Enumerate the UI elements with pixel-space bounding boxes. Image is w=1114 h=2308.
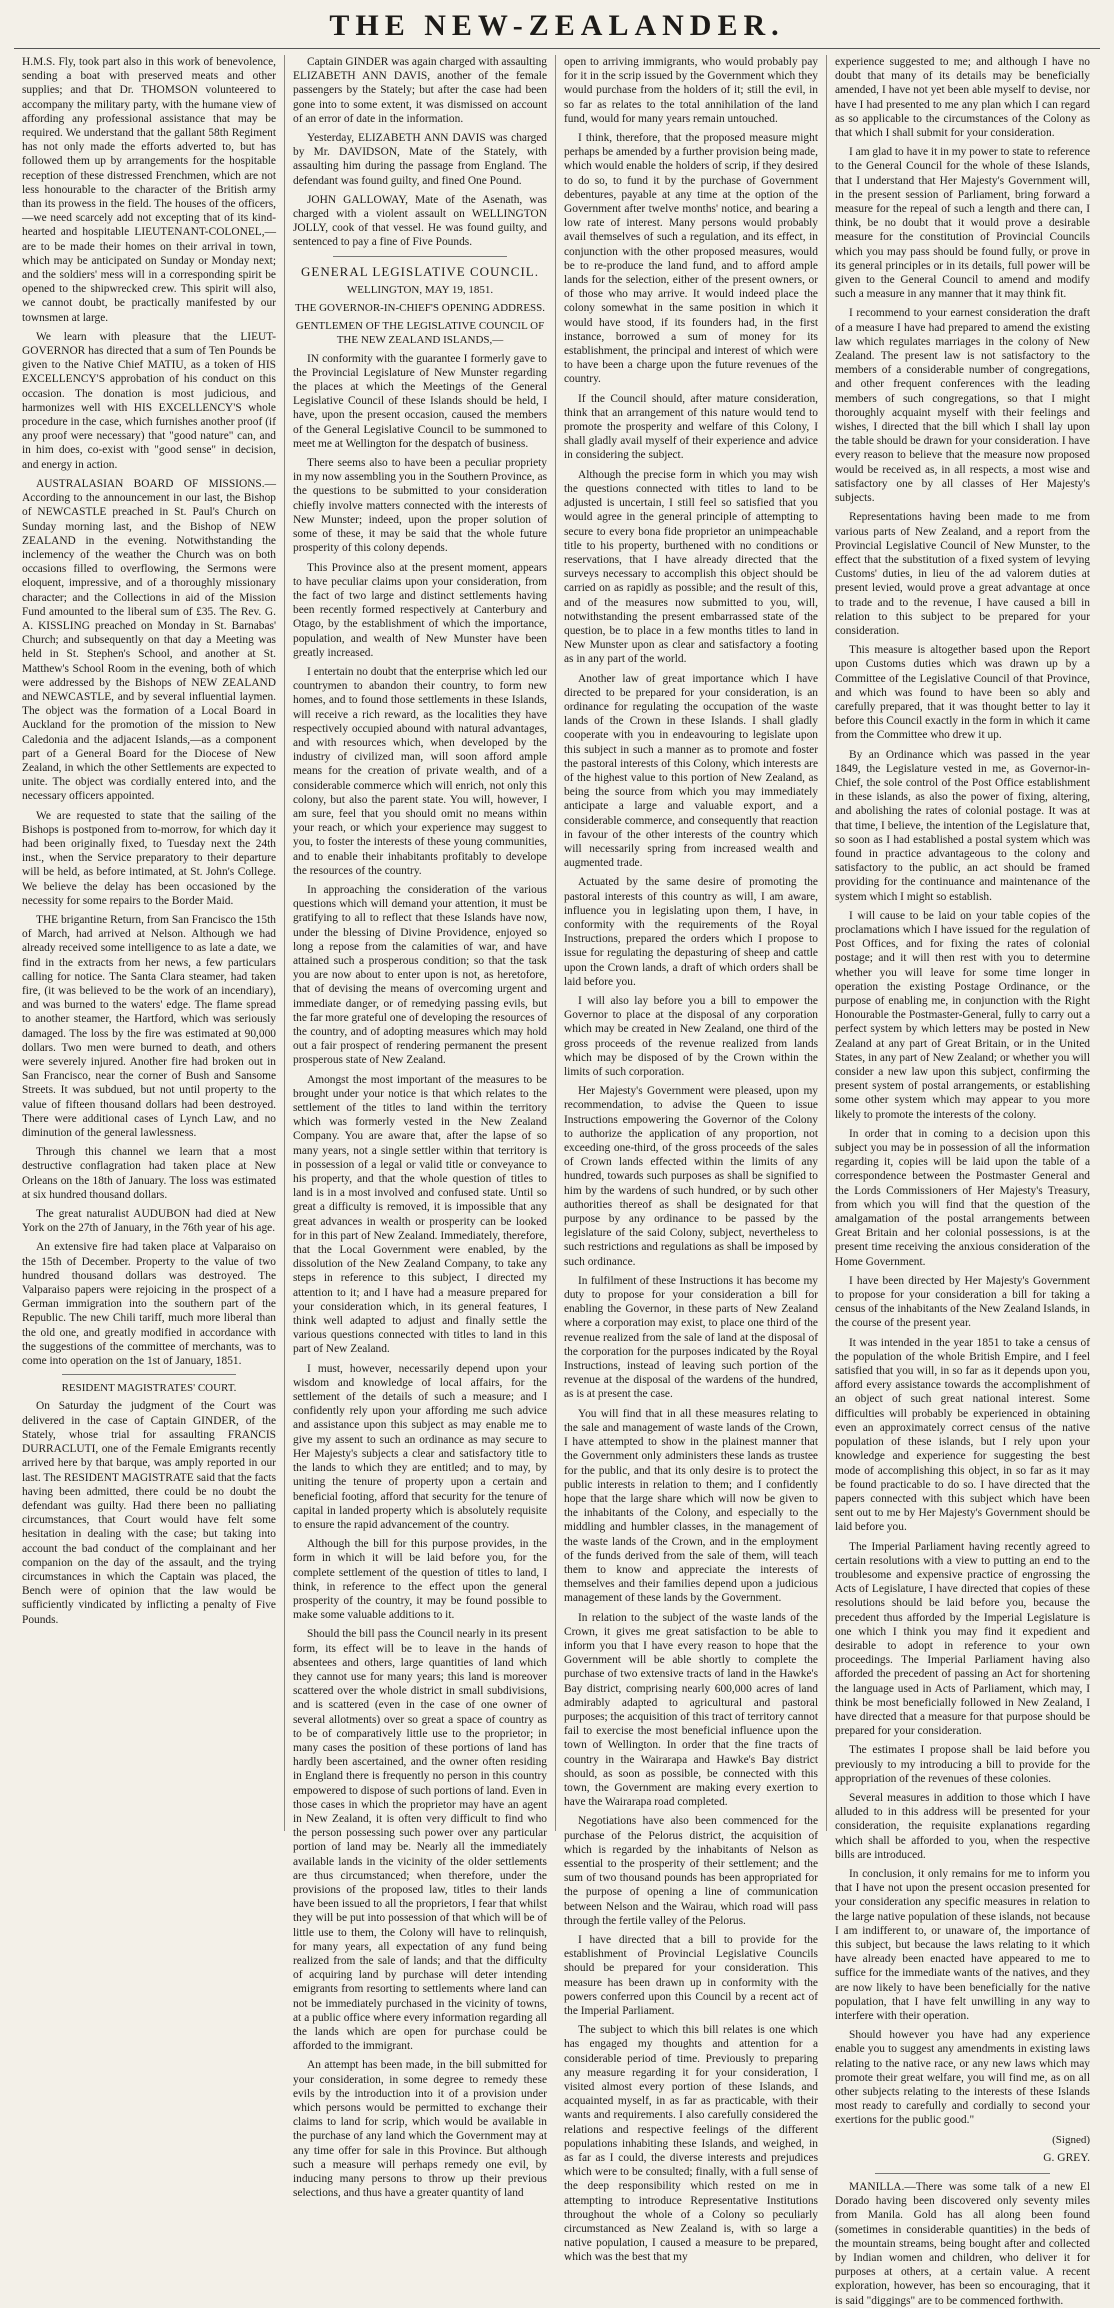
column-1 bbox=[14, 55, 285, 1831]
article-paragraph: experience suggested to me; and although I have no doubt that many of its details may be beneficially amended, I have not yet been able myself to devise, nor have I had presented to me any plan which I can regard as so applicable to the circumstances of the Colony as that which I shall submit for your consideration. bbox=[835, 56, 1090, 140]
article-paragraph: In fulfilment of these Instructions it has become my duty to propose for your consideration a bill for enabling the Governor, in these parts of New Zealand where a corporation may exist, to place one third of the revenue realized from the sale of land at the disposal of the corporation for the purposes indicated by the Royal Instructions, instead of leaving such portion of the revenue at the disposal of the wardens of the hundred, as is at present the case. bbox=[564, 1274, 818, 1401]
article-paragraph: Amongst the most important of the measures to be brought under your notice is that which relates to the settlement of the titles to land within the territory which was formerly vested in the New Zealand Company. You are aware that, after the lapse of so many years, not a single settler within that territory is in possession of a legal or valid title or conveyance to his property, and that the whole question of titles to land is in a most involved and confused state. Until so great a difficulty is removed, it is impossible that any great advances in wealth or prosperity can be looked for in this part of New Zealand. Immediately, therefore, that the Local Government were enabled, by the dissolution of the New Zealand Company, to take any steps in reference to this subject, I directed my attention to it; and I have had a measure prepared for your consideration which, in its general features, I think well adapted to adjust and finally settle the various questions connected with titles to land in this part of New Zealand. bbox=[293, 1073, 547, 1356]
article-paragraph: The subject to which this bill relates is one which has engaged my thoughts and attention for a considerable period of time. Previously to preparing any measure regarding it for your consideration, I visited almost every portion of these Islands, and acquainted myself, in as far as practicable, with their wants and requirements. I also carefully considered the relations and respective feelings of the different populations inhabiting these Islands, and weighed, in as far as I could, the diverse interests and prejudices which were to be consulted; finally, with a full sense of the deep responsibility which rested on me in attempting to introduce Representative Institutions throughout the whole of a Colony so peculiarly circumstanced as New Zealand is, with so large a native population, I caused a measure to be prepared, which was the best that my bbox=[564, 2024, 818, 2264]
columns bbox=[14, 55, 1100, 2307]
article-paragraph: Several measures in addition to those which I have alluded to in this address will be presented for your consideration, the requisite explanations regarding which shall be afforded to you, when the respective bills are introduced. bbox=[835, 1791, 1090, 1861]
article-paragraph: Captain GINDER was again charged with assaulting ELIZABETH ANN DAVIS, another of the female passengers by the Stately; but after the case had been gone into to some extent, it was dismissed on account of an error of date in the information. bbox=[293, 56, 547, 125]
article-paragraph: The estimates I propose shall be laid before you previously to my introducing a bill to provide for the appropriation of the revenues of these colonies. bbox=[835, 1744, 1090, 1785]
article-paragraph: You will find that in all these measures relating to the sale and management of waste lands of the Crown, I have attempted to show in the plainest manner that the Government only administers these lands as trustee for the public, and that its only desire is to protect the public interests in relation to them; and I confidently hope that the large share which will now be given to the inhabitants of the Colony, and especially to the middling and humbler classes, in the management of the waste lands of the Crown, and in the employment of the funds derived from the sale of them, will teach them to know and appreciate the interests of themselves and their families depend upon a judicious management of these lands by the Government. bbox=[564, 1407, 818, 1605]
article-paragraph: In relation to the subject of the waste lands of the Crown, it gives me great satisfaction to be able to inform you that I have every reason to hope that the Government will be able shortly to complete the purchase of two extensive tracts of land in the Hawke's Bay district, comprising nearly 600,000 acres of land admirably adapted to agricultural and pastoral purposes; the acquisition of this tract of territory cannot fail to exercise the most beneficial influence upon the town of Wellington. In order that the fine tracts of country in the Wairarapa and Hawke's Bay district should, as soon as possible, be connected with this town, the Government are making every exertion to have the Wairarapa road completed. bbox=[564, 1611, 818, 1809]
article-paragraph: I entertain no doubt that the enterprise which led our countrymen to abandon their country, to form new homes, and to found those settlements in these Islands, will receive a rich reward, as the localities they have respectively occupied abound with natural advantages, and with resources which, when developed by the industry of civilized man, will soon afford ample means for the creation of private wealth, and of a considerable commerce which will enrich, not only this colony, but also the parent state. You will, however, I am sure, feel that you should omit no means within your reach, or which your experience may suggest to you, to foster the interests of these young communities, and to enable their inhabitants profitably to develope the resources of the country. bbox=[293, 665, 547, 877]
article-paragraph: Although the precise form in which you may wish the questions connected with titles to land to be adjusted is uncertain, I still feel so satisfied that you would agree in the general principle of attempting to secure to every bona fide proprietor an unimpeachable title to his property, burthened with no conditions or reservations, that I have already directed that the surveys necessary to accomplish this object should be carried on as rapidly as possible; and the result of this, and of the measures now submitted to you, will, notwithstanding the present embarrassed state of the question, be to place in a few months titles to land in New Munster upon as clear and satisfactory a footing as in any part of the world. bbox=[564, 468, 818, 666]
masthead: THE NEW-ZEALANDER. bbox=[14, 4, 1100, 49]
column-3 bbox=[556, 55, 827, 2264]
article-paragraph: It was intended in the year 1851 to take a census of the population of the whole British Empire, and I feel satisfied that you will, in so far as it depends upon you, afford every assistance towards the accomplishment of an object of such great national interest. Some difficulties will probably be experienced in obtaining even an approximately correct census of the native population of these islands, but I rely upon your knowledge and experience for suggesting the best mode of accomplishing this object, in so far as it may be found practicable to do so. I have directed that the papers connected with this subject which have been sent out to me by Her Majesty's Government should be laid before you. bbox=[835, 1336, 1090, 1534]
article-paragraph: Actuated by the same desire of promoting the pastoral interests of this country as will, I am aware, influence you in legislating upon them, I have, in conformity with the requirements of the Royal Instructions, prepared the orders which I propose to issue for regulating the depasturing of sheep and cattle upon the Crown lands, a draft of which orders shall be laid before you. bbox=[564, 876, 818, 988]
article-paragraph: Another law of great importance which I have directed to be prepared for your consideration, is an ordinance for regulating the occupation of the waste lands of the Crown in these Islands. I shall gladly cooperate with you in endeavouring to legislate upon this subject in such a manner as to promote and foster the pastoral interests of this Colony, which interests are of the highest value to this portion of New Zealand, as being the source from which you may immediately anticipate a large and valuable export, and a considerable commerce, and consequently that reaction in favour of the other interests of the country which will necessarily spring from increased wealth and augmented trade. bbox=[564, 672, 818, 870]
article-paragraph: AUSTRALASIAN BOARD OF MISSIONS.—According to the announcement in our last, the Bishop of NEWCASTLE preached in St. Paul's Church on Sunday morning last, and the Bishop of NEW ZEALAND in the evening. Notwithstanding the inclemency of the weather the Church was on both occasions filled to overflowing, the Sermons were eloquent, impressive, and of a thoroughly missionary character; and the Collections in aid of the Mission Fund amounted to the liberal sum of £35. The Rev. G. A. KISSLING preached on Monday in St. Barnabas' Church; and subsequently on that day a Meeting was held in St. Stephen's School, and another at St. Matthew's School Room in the evening, both of which were addressed by the Bishops of NEW ZEALAND and NEWCASTLE, and by several influential laymen. The object was the formation of a Local Board in Auckland for the promotion of the mission to New Caledonia and the adjacent Islands,—as a component part of a General Board for the Diocese of New Zealand, in which the other Settlements are expected to unite. The object was cordially entered into, and the necessary officers appointed. bbox=[22, 477, 276, 803]
section-subheading: RESIDENT MAGISTRATES' COURT. bbox=[61, 1382, 237, 1395]
article-paragraph: By an Ordinance which was passed in the year 1849, the Legislature vested in me, as Governor-in-Chief, the sole control of the Post Office establishment in these islands, as also the power of fixing, altering, and abolishing the rates of colonial postage. It was at that time, I believe, the intention of the Legislature that, so soon as I had established a postal system which was found in practice advantageous to the colony and satisfactory to the public, an act should be framed providing for the continuance and maintenance of the system which I might so establish. bbox=[835, 748, 1090, 903]
signature-name: G. GREY. bbox=[1043, 2151, 1090, 2164]
article-paragraph: In conclusion, it only remains for me to inform you that I have not upon the present occasion presented for your consideration any specific measures in relation to the large native population of these islands, not because I am indifferent to, or unaware of, the importance of this subject, but because the laws relating to it which have already been enacted have appeared to me to suffice for the immediate wants of the natives, and they are now likely to have been beneficially for the native population, that I have felt unwilling in any way to interfere with their operation. bbox=[835, 1867, 1090, 2023]
article-paragraph: This measure is altogether based upon the Report upon Customs duties which was drawn up by a Committee of the Legislative Council of that Province, and which was found to have been so ably and carefully prepared, that it was thought better to lay it before this Council exactly in the form in which it came from the Committee who drew it up. bbox=[835, 644, 1090, 742]
article-paragraph: I must, however, necessarily depend upon your wisdom and knowledge of local affairs, for the settlement of the details of such a measure; and I confidently rely upon your affording me such advice and assistance upon this subject as may enable me to give my assent to such an ordinance as may secure to Her Majesty's subjects a clear and satisfactory title to the lands to which they are entitled; and to may, by uniting the tenure of property upon a certain and beneficial footing, afford that security for the tenure of capital in landed property which is absolutely requisite to ensure the rapid advancement of the country. bbox=[293, 1362, 547, 1531]
article-paragraph: The great naturalist AUDUBON had died at New York on the 27th of January, in the 76th year of his age. bbox=[22, 1208, 276, 1235]
article-paragraph: On Saturday the judgment of the Court was delivered in the case of Captain GINDER, of the Stately, whose trial for assaulting FRANCIS DURRACLUTI, one of the Female Emigrants recently arrived here by that barque, was amply reported in our last. The RESIDENT MAGISTRATE said that the facts having been admitted, there could be no doubt the defendant was guilty. Had there been no palliating circumstances, that Court would have felt some hesitation in dealing with the case; but taking into account the bad conduct of the complainant and her companion on the day of the assault, and the trying circumstances in which the Captain was placed, the Bench were of opinion that the law would be sufficiently vindicated by inflicting a penalty of Five Pounds. bbox=[22, 1400, 276, 1626]
article-paragraph: In order that in coming to a decision upon this subject you may be in possession of all the information regarding it, copies will be laid upon the table of a correspondence between the Postmaster General and the Lords Commissioners of Her Majesty's Treasury, from which you will find that the question of the amalgamation of the postal arrangements between Great Britain and her colonial possessions, is at the present time receiving the anxious consideration of the Home Government. bbox=[835, 1127, 1090, 1268]
article-paragraph: Through this channel we learn that a most destructive conflagration had taken place at New Orleans on the 18th of January. The loss was estimated at six hundred thousand dollars. bbox=[22, 1146, 276, 1201]
section-subheading: GENTLEMEN OF THE LEGISLATIVE COUNCIL OF THE NEW ZEALAND ISLANDS,— bbox=[295, 320, 545, 347]
article-paragraph: Yesterday, ELIZABETH ANN DAVIS was charged by Mr. DAVIDSON, Mate of the Stately, with assaulting him during the passage from England. The defendant was found guilty, and fined One Pound. bbox=[293, 132, 547, 187]
article-paragraph: An extensive fire had taken place at Valparaiso on the 15th of December. Property to the value of two hundred thousand dollars was destroyed. The Valparaiso papers were rejoicing in the prospect of a German immigration into the southern part of the Republic. The new Chili tariff, much more liberal than the old one, and greatly modified in accordance with the suggestions of the committee of merchants, was to come into operation on the 1st of January, 1851. bbox=[22, 1241, 276, 1368]
article-paragraph: MANILLA.—There was some talk of a new El Dorado having been discovered only seventy miles from Manila. Gold has all along been found (sometimes in considerable quantities) in the beds of the mountain streams, being bought after and collected by Indian women and children, who deliver it for purposes at others, at a certain value. A recent exploration, however, has been so encouraging, that it is said "diggings" are to be commenced forthwith. bbox=[835, 2181, 1090, 2307]
article-paragraph: Although the bill for this purpose provides, in the form in which it will be laid before you, for the complete settlement of the question of titles to land, I think, in reference to the effect upon the general prosperity of the country, it may be found possible to make some valuable additions to it. bbox=[293, 1538, 547, 1622]
column-rule bbox=[333, 256, 507, 257]
article-paragraph: I have been directed by Her Majesty's Government to propose for your consideration a bill for taking a census of the inhabitants of the New Zealand Islands, in the course of the present year. bbox=[835, 1274, 1090, 1330]
article-paragraph: H.M.S. Fly, took part also in this work of benevolence, sending a boat with preserved meats and other supplies; and that Dr. THOMSON volunteered to accompany the military party, with the humane view of affording any professional assistance that may be required. We understand that the gallant 58th Regiment has not only made the efforts adverted to, but has followed them up by arrangements for the hospitable reception of these distressed Frenchmen, which are not less honourable to the character of the British army than its prowess in the field. The houses of the officers,—we need scarcely add not excepting that of its kind-hearted and hospitable LIEUTENANT-COLONEL,—are to be made their homes on their arrival in town, which may be anticipated on Sunday or Monday next; and the soldiers' mess will in a corresponding spirit be opened to the shipwrecked crew. This spirit will also, we cannot doubt, be practically manifested by our townsmen at large. bbox=[22, 56, 276, 324]
column-rule bbox=[875, 2173, 1050, 2174]
column-2 bbox=[285, 55, 556, 2200]
article-paragraph: Her Majesty's Government were pleased, upon my recommendation, to advise the Queen to issue Instructions empowering the Governor of the Colony to authorize the application of any proportion, not exceeding one-third, of the gross proceeds of the sales of Crown lands effected within the limits of any hundred, towards such purposes as shall be signified to him by the wardens of such hundred, or by such other authorities thereof as shall be designated for that purpose by any ordinance to be passed by the legislature of the said Colony, subject, nevertheless to such restrictions and regulations as shall be imposed by such ordinance. bbox=[564, 1085, 818, 1268]
section-heading: GENERAL LEGISLATIVE COUNCIL. bbox=[300, 263, 540, 279]
article-paragraph: IN conformity with the guarantee I formerly gave to the Provincial Legislature of New Munster regarding the places at which the Meetings of the General Legislative Council of these Islands should be held, I have, upon the present occasion, caused the members of the General Legislative Council to be summoned to meet me at Wellington for the despatch of business. bbox=[293, 352, 547, 450]
column-4 bbox=[827, 55, 1098, 2307]
article-paragraph: This Province also at the present moment, appears to have peculiar claims upon your consideration, from the fact of two large and distinct settlements having been recently formed respectively at Canterbury and Otago, by the establishment of which the importance, population, and wealth of New Munster have been greatly increased. bbox=[293, 561, 547, 659]
article-paragraph: Representations having been made to me from various parts of New Zealand, and a report from the Provincial Legislative Council of New Munster, to the effect that the substitution of a fixed system of levying Customs' duties, in lieu of the ad valorem duties at present levied, would prove a great advantage at once to trade and to the revenue, I have caused a bill in relation to this subject to be prepared for your consideration. bbox=[835, 511, 1090, 637]
article-paragraph: open to arriving immigrants, who would probably pay for it in the scrip issued by the Government which they would purchase from the holders of it; still the evil, in so far as relates to the total annihilation of the land fund, would for many years remain untouched. bbox=[564, 56, 818, 125]
article-paragraph: I recommend to your earnest consideration the draft of a measure I have had prepared to amend the existing law which regulates marriages in the colony of New Zealand. The present law is not satisfactory to the members of a considerable number of congregations, and other frequent conferences with the leading members of such congregations, so that I might thoroughly acquaint myself with their feelings and wishes, I directed that the bill which I shall lay upon the table should be drawn for your consideration. I have every reason to believe that the measure now proposed would be received as, in all respects, a most wise and satisfactory one by all classes of Her Majesty's subjects. bbox=[835, 307, 1090, 505]
article-paragraph: If the Council should, after mature consideration, think that an arrangement of this nature would tend to promote the prosperity and welfare of this Colony, I shall gladly avail myself of their experience and advice in considering the subject. bbox=[564, 392, 818, 462]
article-paragraph: We are requested to state that the sailing of the Bishops is postponed from to-morrow, for which day it had been originally fixed, to Tuesday next the 24th inst., when the Service preparatory to their departure will be held, as before intimated, at St. John's College. We believe the delay has been occasioned by the necessity for some repairs to the Border Maid. bbox=[22, 809, 276, 907]
article-paragraph: I think, therefore, that the proposed measure might perhaps be amended by a further provision being made, which would enable the holders of scrip, if they desired to do so, to fund it by the purchase of Government debentures, payable at any time at the option of the Government after twelve months' notice, and bearing a low rate of interest. Many persons would probably avail themselves of such a regulation, and its effect, in conjunction with the other proposed measures, would be to re-produce the land fund, and to afford ample lands for the selection, either of the present owners, or of those who may arrive. It would indeed place the colony somewhat in the same position in which it would have stood, if its founders had, in the first instance, borrowed a sum of money for its establishment, the principal and interest of which were to have been a charge upon the future revenues of the country. bbox=[564, 132, 818, 386]
column-rule bbox=[62, 1374, 236, 1375]
article-paragraph: I will cause to be laid on your table copies of the proclamations which I have issued for the regulation of Post Offices, and for fixing the rates of colonial postage; and it will then rest with you to determine whether you will leave for some time longer in operation the existing Postage Ordinance, or the purpose of enabling me, in conjunction with the Right Honourable the Postmaster-General, fully to carry out a perfect system by which letters may be posted in New Zealand at any part of Great Britain, or in the United States, in any part of New Zealand; or whether you will consider a new law upon this subject, confirming the present system of postal arrangements, or establishing some other system which may appear to you more likely to promote the interests of the colony. bbox=[835, 909, 1090, 1121]
article-paragraph: In approaching the consideration of the various questions which will demand your attention, it must be gratifying to all to reflect that these Islands have now, under the blessing of Divine Providence, enjoyed so long a repose from the calamities of war, and have attained such a prosperous condition; so that the task you are now about to enter upon is not, as heretofore, that of devising the means of overcoming urgent and immediate danger, or of remedying passing evils, but the far more grateful one of developing the resources of the country, and of adopting measures which may hold out a fair prospect of rendering permanent the present prosperous state of New Zealand. bbox=[293, 883, 547, 1067]
article-paragraph: THE brigantine Return, from San Francisco the 15th of March, had arrived at Nelson. Although we had already received some intelligence to as late a date, we find in the extracts from her news, a few particulars calling for notice. The Santa Clara steamer, had taken fire, (it was believed to be the work of an incendiary), and was burned to the waters' edge. The flame spread to another steamer, the Hartford, which was seriously damaged. The loss by the fire was estimated at 90,000 dollars. Two men were burned to death, and others were severely injured. Another fire had broken out in San Francisco, near the corner of Bush and Sansome Streets. It was subdued, but not until property to the value of fifteen thousand dollars had been destroyed. There were additional cases of Lynch Law, and no diminution of the general lawlessness. bbox=[22, 913, 276, 1140]
article-paragraph: I have directed that a bill to provide for the establishment of Provincial Legislative Councils should be prepared for your consideration. This measure has been drawn up in conformity with the powers conferred upon this Council by a recent act of the Imperial Parliament. bbox=[564, 1934, 818, 2018]
section-subheading: THE GOVERNOR-IN-CHIEF'S OPENING ADDRESS. bbox=[294, 302, 546, 315]
article-paragraph: We learn with pleasure that the LIEUT-GOVERNOR has directed that a sum of Ten Pounds be given to the Native Chief MATIU, as a token of HIS EXCELLENCY'S approbation of his conduct on this occasion. The donation is most judicious, and harmonizes well with HIS EXCELLENCY'S whole procedure in the case, which furnishes another proof (if any proof were necessary) that "good nature" can, and in him does, co-exist with "good sense" in decision, and energy in action. bbox=[22, 330, 276, 471]
article-paragraph: I am glad to have it in my power to state to reference to the General Council for the whole of these Islands, that I understand that Her Majesty's Government will, in the present session of Parliament, bring forward a measure for the repeal of such a length and there can, I think, be no doubt that it would prove a desirable measure for the constitution of Provincial Councils which you may pass should be found fully, or prove in its general principles or in its details, full power will be given to the General Council to amend and modify such a measure in any manner that it may think fit. bbox=[835, 146, 1091, 301]
article-paragraph: There seems also to have been a peculiar propriety in my now assembling you in the Southern Province, as the questions to be submitted to your consideration chiefly involve matters connected with the interests of New Munster; indeed, upon the proper solution of some of these, it may be said that the whole future prosperity of this colony depends. bbox=[293, 457, 547, 555]
article-paragraph: The Imperial Parliament having recently agreed to certain resolutions with a view to putting an end to the troublesome and expensive practice of engrossing the Acts of Legislature, I have directed that copies of these resolutions should be laid before you, because the precedent thus afforded by the Imperial Legislature is one which I think you may find it expedient and desirable to adopt in reference to your own proceedings. The Imperial Parliament having also afforded the precedent of passing an Act for shortening the language used in Acts of Parliament, which may, I think be most beneficially followed in New Zealand, I have directed that a measure for that purpose should be prepared for your consideration. bbox=[835, 1540, 1090, 1738]
article-paragraph: I will also lay before you a bill to empower the Governor to place at the disposal of any corporation which may be created in New Zealand, one third of the gross proceeds of the revenue realized from lands which may be disposed of by the Crown within the limits of such corporation. bbox=[564, 995, 818, 1079]
article-paragraph: An attempt has been made, in the bill submitted for your consideration, in some degree to remedy these evils by the introduction into it of a provision under which persons would be permitted to exchange their claims to land for scrip, which would be available in the purchase of any land which the Government may at any time offer for sale in this Province. But although such a measure will perhaps remedy one evil, by inducing many persons to throw up their previous selections, and thus have a greater quantity of land bbox=[293, 2059, 547, 2200]
article-paragraph: JOHN GALLOWAY, Mate of the Asenath, was charged with a violent assault on WELLINGTON JOLLY, cook of that vessel. He was found guilty, and sentenced to pay a fine of Five Pounds. bbox=[293, 193, 547, 249]
signature-label: (Signed) bbox=[1052, 2133, 1090, 2146]
article-paragraph: Should the bill pass the Council nearly in its present form, its effect will be to leave in the hands of absentees and others, large quantities of land which they cannot use for many years; this land is moreover scattered over the whole district in small subdivisions, and is scattered (even in the case of one owner of several allotments) over so great a space of country as to be of comparatively little use to the proprietor; in many cases the position of these portions of land has hardly been ascertained, and the owner often residing in England there is frequently no person in this country empowered to dispose of such portions of land. Even in those cases in which the proprietor may have an agent in New Zealand, it is often very difficult to find who the person possessing such power over any particular portion of land may be. Nearly all the immediately available lands in the vicinity of the older settlements are thus circumstanced; when therefore, under the provisions of the proposed law, titles to their lands have been issued to all the proprietors, I fear that whilst they will be put into possession of that which will be of little use to them, the Colony will have to relinquish, for many years, all expectation of any fund being realized from the sale of lands; and that the difficulty of acquiring land by purchase will deter intending emigrants from resorting to settlements where land can not be immediately purchased in the vicinity of towns, at a public office where every information regarding all the lands which are open for purchase could be afforded to the immigrant. bbox=[293, 1628, 547, 2053]
article-paragraph: Should however you have had any experience enable you to suggest any amendments in existing laws relating to the native race, or any new laws which may promote their great welfare, you will find me, as on all other subjects relating to the interests of these Islands most ready to carefully and cordially to second your exertions for the public good." bbox=[835, 2029, 1090, 2127]
section-subheading: WELLINGTON, MAY 19, 1851. bbox=[346, 283, 494, 296]
article-paragraph: Negotiations have also been commenced for the purchase of the Pelorus district, the acquisition of which is regarded by the inhabitants of Nelson as essential to the prosperity of their settlement; and the sum of two thousand pounds has been appropriated for the purpose of opening a line of communication between Nelson and the Wairau, which road will pass through the fertile valley of the Pelorus. bbox=[564, 1815, 818, 1927]
